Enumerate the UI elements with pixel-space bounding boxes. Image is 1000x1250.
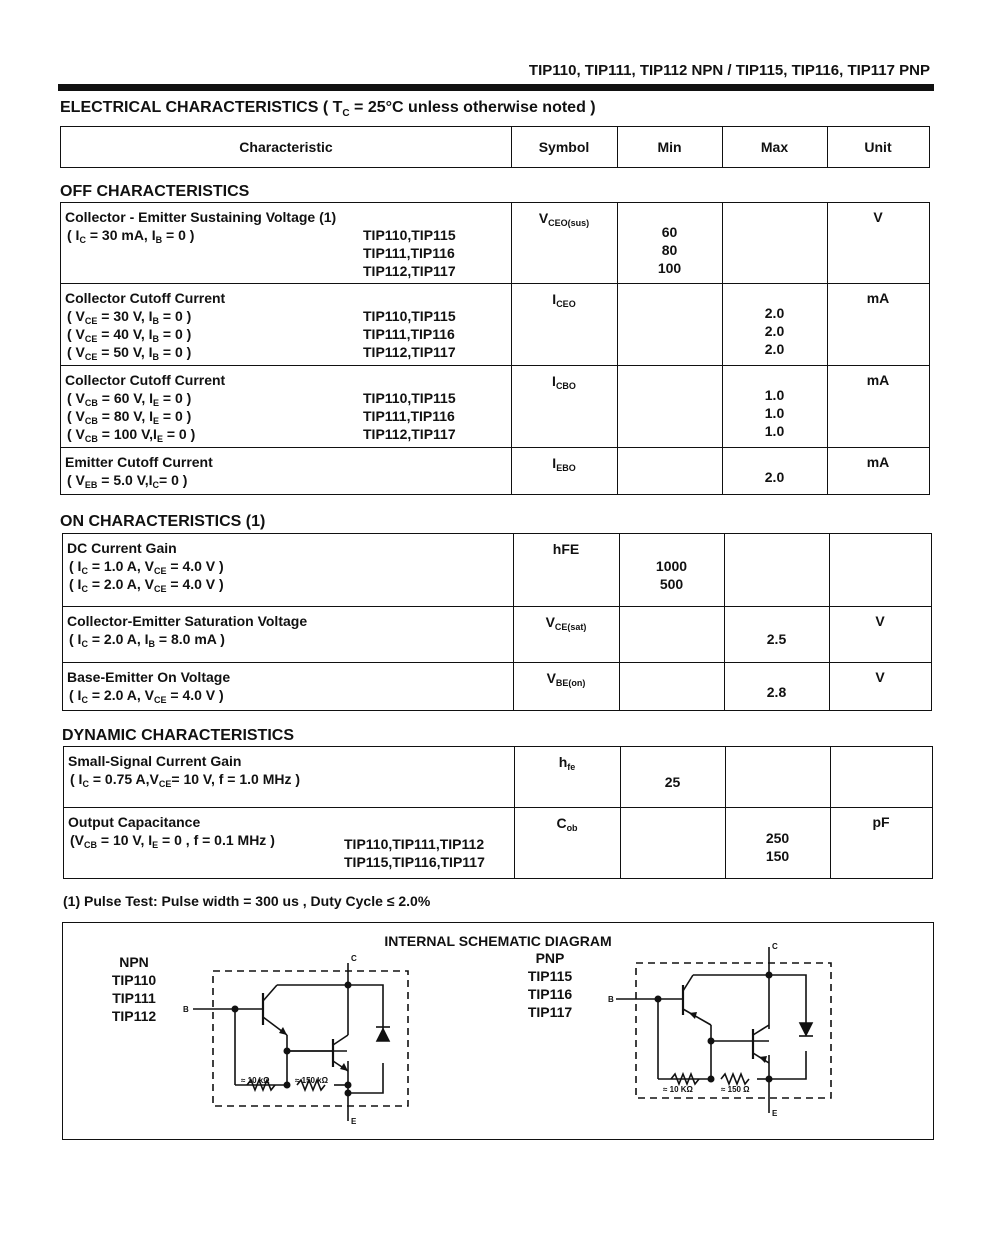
characteristic-name: Collector Cutoff Current [65,372,226,388]
pnp-part: TIP117 [527,1004,573,1020]
test-condition: ( $V_{CE} = 50$ V, $I_B = 0$ ) [67,344,192,362]
pnp-pin-e: E [772,1109,778,1118]
max-value: 1.0 [764,423,785,439]
unit: V [875,669,885,685]
off-characteristics-heading: OFF CHARACTERISTICS [60,183,250,200]
symbol: $V_{CE(sat)}$ [545,614,587,632]
column-symbol: Symbol [538,139,590,155]
symbol: $C_{ob}$ [556,815,578,833]
device-part: TIP111,TIP116 [363,408,455,424]
spec-row [63,534,931,607]
spec-row [61,366,929,448]
pnp-package-outline [636,963,831,1098]
max-value: 1.0 [764,387,785,403]
schematic-drawing [63,923,933,1139]
on-characteristics-table [62,533,932,711]
column-characteristic: Characteristic [239,139,333,155]
symbol: $I_{EBO}$ [552,455,576,473]
max-value: 1.0 [764,405,785,421]
test-condition: ( $V_{CE} = 40$ V, $I_B = 0$ ) [67,326,192,344]
device-part: TIP112,TIP117 [363,344,456,360]
dynamic-characteristics-table [63,746,933,879]
unit: V [873,209,883,225]
electrical-characteristics-title: ELECTRICAL CHARACTERISTICS ( $T_C = 25^\circ C$ unless otherwise noted ) [60,99,596,120]
test-condition: ( $V_{CB} = 60$ V, $I_E = 0$ ) [67,390,192,408]
npn-label: NPN TIP110 TIP111 TIP112 [99,953,169,1025]
spec-row [64,808,932,878]
max-value: 2.8 [766,684,787,700]
max-value: 250 [765,830,790,846]
document-header-title: TIP110, TIP111, TIP112 NPN / TIP115, TIP116, TIP117 PNP [528,62,930,79]
test-condition: ( $I_C = 2.0$ A, $V_{CE} = 4.0$ V ) [69,576,224,594]
test-condition: ( $I_C = 2.0$ A, $V_{CE} = 4.0$ V ) [69,687,224,705]
test-condition: ($V_{CB} = 10$ V, $I_E = 0$ , f = 0.1 MHz ) [70,832,275,850]
min-value: 500 [659,576,684,592]
device-part: TIP115,TIP116,TIP117 [344,854,485,870]
max-value: 2.0 [764,305,785,321]
unit: V [875,613,885,629]
device-part: TIP112,TIP117 [363,426,456,442]
pnp-diode-triangle [800,1023,812,1035]
max-value: 2.0 [764,469,785,485]
test-condition: ( $V_{CB} = 80$ V, $I_E = 0$ ) [67,408,192,426]
spec-row [63,607,931,663]
npn-diode-triangle [377,1029,389,1041]
pulse-test-footnote: (1) Pulse Test: Pulse width = 300 us , Duty Cycle ≤ 2.0% [63,893,431,909]
characteristic-name: Emitter Cutoff Current [65,454,213,470]
max-value: 2.0 [764,323,785,339]
symbol: $h_{fe}$ [558,754,576,772]
test-condition: ( $V_{EB} = 5.0$ $V,I_C= 0$ ) [67,472,188,490]
pnp-r1-label: ≈ 10 KΩ [663,1085,693,1094]
pnp-pin-b: B [608,995,614,1004]
symbol: hFE [552,541,580,557]
unit: mA [866,290,890,306]
characteristic-name: Small-Signal Current Gain [68,753,242,769]
pnp-r2-label: ≈ 150 Ω [721,1085,750,1094]
pnp-resistor-150 [721,1074,749,1084]
unit: pF [872,814,890,830]
device-part: TIP110,TIP111,TIP112 [344,836,485,852]
npn-pin-c: C [351,954,357,963]
test-condition: ( $I_C = 30$ mA, $I_B = 0$ ) [67,227,195,245]
test-condition: ( $V_{CB} = 100$ $V,I_E = 0$ ) [67,426,196,444]
max-value: 2.0 [764,341,785,357]
device-part: TIP111,TIP116 [363,245,455,261]
pnp-label: PNP TIP115 TIP116 TIP117 [515,949,585,1021]
device-part: TIP110,TIP115 [363,390,456,406]
symbol: $V_{CEO(sus)}$ [538,210,590,228]
characteristic-name: Collector - Emitter Sustaining Voltage (1) [65,209,337,225]
internal-schematic-diagram [62,922,934,1140]
characteristic-name: DC Current Gain [67,540,177,556]
max-value: 2.5 [766,631,787,647]
dynamic-characteristics-heading: DYNAMIC CHARACTERISTICS [62,727,294,744]
off-characteristics-table [60,202,930,495]
spec-row [61,203,929,284]
test-condition: ( $V_{CE} = 30$ V, $I_B = 0$ ) [67,308,192,326]
spec-row [64,747,932,808]
column-unit: Unit [864,139,892,155]
on-characteristics-heading: ON CHARACTERISTICS (1) [60,513,266,530]
characteristic-name: Output Capacitance [68,814,201,830]
column-max: Max [760,139,789,155]
device-part: TIP110,TIP115 [363,308,456,324]
max-value: 150 [765,848,790,864]
npn-part: TIP111 [112,990,156,1006]
min-value: 25 [664,774,681,790]
spec-row [61,448,929,494]
characteristic-name: Collector Cutoff Current [65,290,226,306]
npn-part: TIP110 [111,972,157,988]
npn-part: TIP112 [111,1008,157,1024]
pnp-part: TIP115 [527,968,573,984]
header-rule [58,84,934,91]
min-value: 80 [661,242,678,258]
npn-pin-e: E [351,1117,357,1126]
characteristic-name: Collector-Emitter Saturation Voltage [67,613,308,629]
npn-pin-b: B [183,1005,189,1014]
spec-row [61,284,929,366]
npn-r2-label: ≈ 150 kΩ [295,1076,329,1085]
unit: mA [866,372,890,388]
device-part: TIP110,TIP115 [363,227,456,243]
symbol: $V_{BE(on)}$ [546,670,586,688]
min-value: 60 [661,224,678,240]
test-condition: ( $I_C = 0.75$ $A,V_{CE}= 10$ V, f = 1.0 MHz ) [70,771,301,789]
spec-row [63,663,931,710]
characteristic-name: Base-Emitter On Voltage [67,669,231,685]
symbol: $I_{CBO}$ [552,373,576,391]
pnp-part: TIP116 [527,986,573,1002]
symbol: $I_{CEO}$ [552,291,576,309]
schematic-title: INTERNAL SCHEMATIC DIAGRAM [384,933,612,949]
unit: mA [866,454,890,470]
column-min: Min [657,139,682,155]
pnp-pin-c: C [772,942,778,951]
column-header-table [60,126,930,168]
min-value: 1000 [655,558,688,574]
test-condition: ( $I_C = 2.0$ A, $I_B = 8.0$ mA ) [69,631,225,649]
test-condition: ( $I_C = 1.0$ A, $V_{CE} = 4.0$ V ) [69,558,224,576]
device-part: TIP112,TIP117 [363,263,456,279]
min-value: 100 [657,260,682,276]
npn-r1-label: ≈ 10 kΩ [241,1076,270,1085]
device-part: TIP111,TIP116 [363,326,455,342]
